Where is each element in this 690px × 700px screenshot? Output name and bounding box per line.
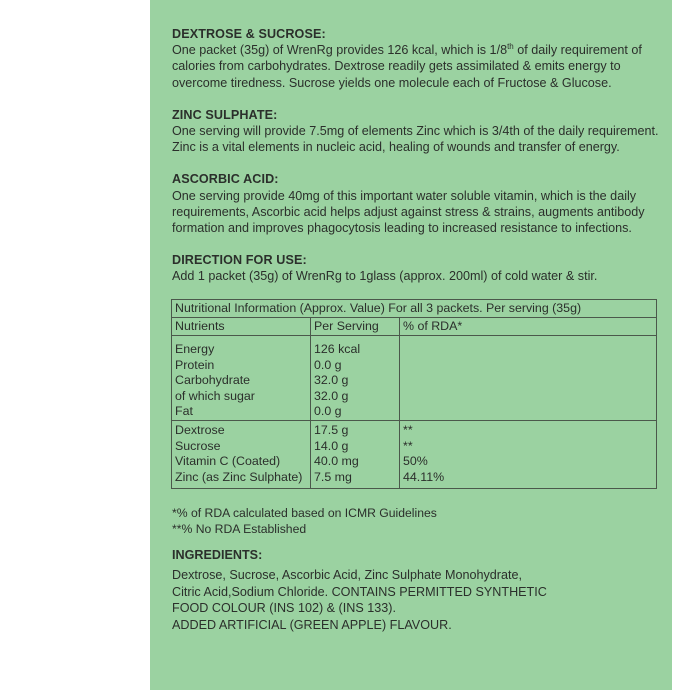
ingredients-line: ADDED ARTIFICIAL (GREEN APPLE) FLAVOUR. (172, 617, 452, 632)
per-serving-value: 32.0 g (314, 388, 349, 403)
section-heading: DIRECTION FOR USE: (172, 253, 307, 268)
superscript: th (507, 42, 514, 52)
group1-per-serving (311, 336, 400, 421)
header-rda: % of RDA* (400, 318, 657, 336)
rda-value: ** (403, 423, 413, 438)
group1-rda (400, 336, 657, 421)
group2-nutrients (172, 421, 311, 489)
ingredients-list (172, 567, 662, 633)
product-label-panel (150, 0, 672, 690)
per-serving-value: 17.5 g (314, 423, 349, 438)
nutrient-label: Vitamin C (Coated) (175, 454, 281, 469)
ingredients-line: Dextrose, Sucrose, Ascorbic Acid, Zinc Sulphate Monohydrate, (172, 568, 522, 583)
nutrient-label: Dextrose (175, 423, 225, 438)
nutrient-label: of which sugar (175, 388, 255, 403)
section-heading: DEXTROSE & SUCROSE: (172, 27, 326, 41)
per-serving-value: 0.0 g (314, 357, 342, 372)
ascorbic-acid-section (172, 171, 662, 236)
per-serving-value: 126 kcal (314, 342, 361, 357)
footnote: **% No RDA Established (172, 522, 307, 537)
ingredients-line: FOOD COLOUR (INS 102) & (INS 133). (172, 601, 396, 616)
nutrient-label: Energy (175, 342, 215, 357)
rda-value: 44.11% (403, 469, 445, 484)
section-body: Add 1 packet (35g) of WrenRg to 1glass (approx. 200ml) of cold water & stir. (172, 269, 598, 284)
section-body: One serving will provide 7.5mg of elements Zinc which is 3/4th of the daily requirement. Zinc is a vital elements in nucleic acid, healing of wounds and transfer of energy. (172, 124, 659, 155)
per-serving-value: 32.0 g (314, 373, 349, 388)
ingredients-heading: INGREDIENTS: (172, 548, 263, 563)
section-heading: ASCORBIC ACID: (172, 172, 279, 187)
per-serving-value: 40.0 mg (314, 454, 359, 469)
nutrition-table (171, 299, 657, 489)
nutrient-label: Zinc (as Zinc Sulphate) (175, 469, 303, 484)
nutrition-caption: Nutritional Information (Approx. Value) For all 3 packets. Per serving (35g) (172, 299, 657, 317)
body-text-part: One packet (35g) of WrenRg provides 126 kcal, which is 1/8 (172, 43, 508, 58)
direction-for-use-section (172, 252, 662, 284)
ingredients-line: Citric Acid,Sodium Chloride. CONTAINS PERMITTED SYNTHETIC (172, 584, 547, 599)
nutrient-label: Protein (175, 357, 215, 372)
group1-nutrients (172, 336, 311, 421)
header-nutrients: Nutrients (172, 318, 311, 336)
section-heading: ZINC SULPHATE: (172, 107, 278, 122)
per-serving-value: 0.0 g (314, 404, 342, 419)
per-serving-value: 14.0 g (314, 438, 349, 453)
footnotes (172, 505, 662, 537)
nutrient-label: Fat (175, 404, 193, 419)
nutrient-label: Sucrose (175, 438, 221, 453)
dextrose-sucrose-section (172, 26, 662, 91)
body-text-part: of daily requirement of calories from carbohydrates. Dextrose readily gets assimilated & emits energy to overcome tiredness. Sucrose yields one molecule each of Fructose & Glucose. (172, 43, 642, 90)
nutrient-label: Carbohydrate (175, 373, 251, 388)
group2-per-serving (311, 421, 400, 489)
header-per-serving: Per Serving (311, 318, 400, 336)
rda-value: ** (403, 438, 413, 453)
per-serving-value: 7.5 mg (314, 469, 352, 484)
rda-value: 50% (403, 454, 428, 469)
group2-rda (400, 421, 657, 489)
zinc-sulphate-section (172, 107, 662, 156)
footnote: *% of RDA calculated based on ICMR Guidelines (172, 506, 437, 521)
section-body (172, 42, 662, 91)
section-body: One serving provide 40mg of this important water soluble vitamin, which is the daily requirements, Ascorbic acid helps adjust against stress & strains, augments antibody formation and improves phagocytosis leading to increased resistance to infections. (172, 188, 645, 236)
